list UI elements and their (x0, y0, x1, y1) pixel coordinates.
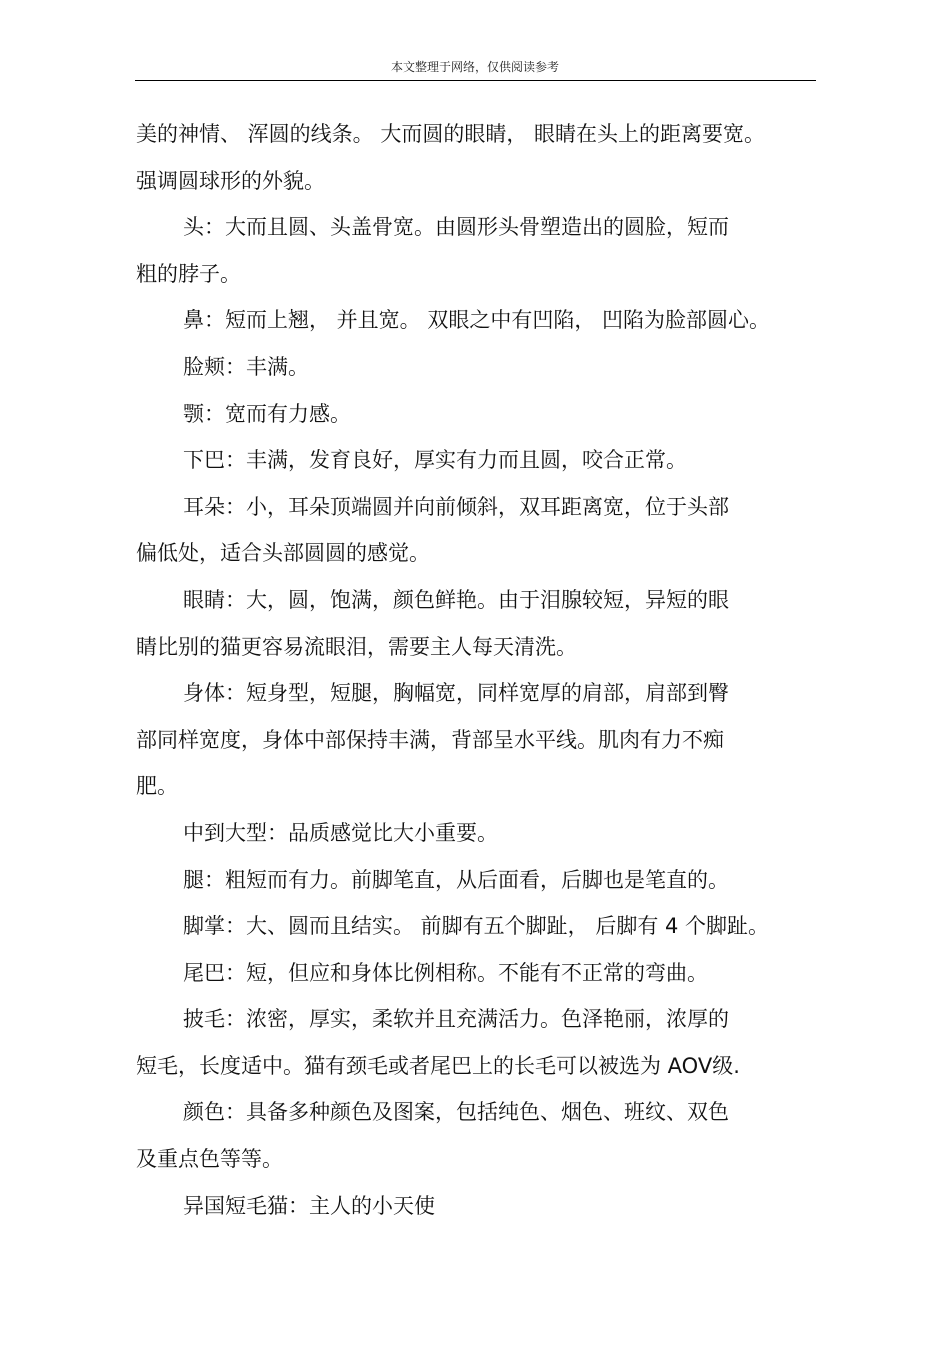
text-line: 鼻：短而上翘， 并且宽。 双眼之中有凹陷， 凹陷为脸部圆心。 (183, 308, 771, 333)
text-line: 美的神情、 浑圆的线条。 大而圆的眼睛， 眼睛在头上的距离要宽。 (136, 122, 766, 146)
text-line: 异国短毛猫：主人的小天使 (183, 1193, 435, 1218)
text-line: 身体：短身型，短腿，胸幅宽，同样宽厚的肩部，肩部到臀 (183, 681, 729, 706)
text-line: 耳朵：小，耳朵顶端圆并向前倾斜，双耳距离宽，位于头部 (183, 494, 729, 519)
text-line: 眼睛：大，圆，饱满，颜色鲜艳。由于泪腺较短，异短的眼 (183, 587, 729, 612)
text-line: 颚：宽而有力感。 (183, 401, 351, 426)
text-line: 短毛，长度适中。猫有颈毛或者尾巴上的长毛可以被选为 AOV级. (136, 1053, 740, 1078)
text-line: 下巴：丰满，发育良好，厚实有力而且圆，咬合正常。 (183, 448, 687, 473)
text-line: 及重点色等等。 (136, 1147, 283, 1172)
text-line: 脸颊：丰满。 (183, 354, 309, 379)
text-line: 偏低处，适合头部圆圆的感觉。 (136, 541, 430, 566)
text-line: 腿：粗短而有力。前脚笔直，从后面看，后脚也是笔直的。 (183, 867, 729, 892)
text-line: 肥。 (136, 774, 178, 799)
header-divider (135, 80, 816, 81)
text-line: 颜色：具备多种颜色及图案，包括纯色、烟色、班纹、双色 (183, 1100, 729, 1125)
text-line: 部同样宽度，身体中部保持丰满，背部呈水平线。肌肉有力不痴 (136, 727, 724, 752)
text-line: 披毛：浓密，厚实，柔软并且充满活力。色泽艳丽，浓厚的 (183, 1007, 729, 1032)
text-line: 头：大而且圆、头盖骨宽。由圆形头骨塑造出的圆脸，短而 (183, 215, 729, 240)
text-line: 粗的脖子。 (136, 261, 241, 286)
text-line: 中到大型：品质感觉比大小重要。 (183, 820, 498, 845)
text-line: 强调圆球形的外貌。 (136, 168, 325, 193)
page-header: 本文整理于网络，仅供阅读参考 (390, 60, 559, 74)
text-line: 尾巴：短，但应和身体比例相称。不能有不正常的弯曲。 (183, 960, 708, 985)
document-body (136, 111, 826, 1229)
text-line: 睛比别的猫更容易流眼泪，需要主人每天清洗。 (136, 634, 577, 659)
text-line: 脚掌：大、圆而且结实。 前脚有五个脚趾， 后脚有 4 个脚趾。 (183, 914, 770, 939)
